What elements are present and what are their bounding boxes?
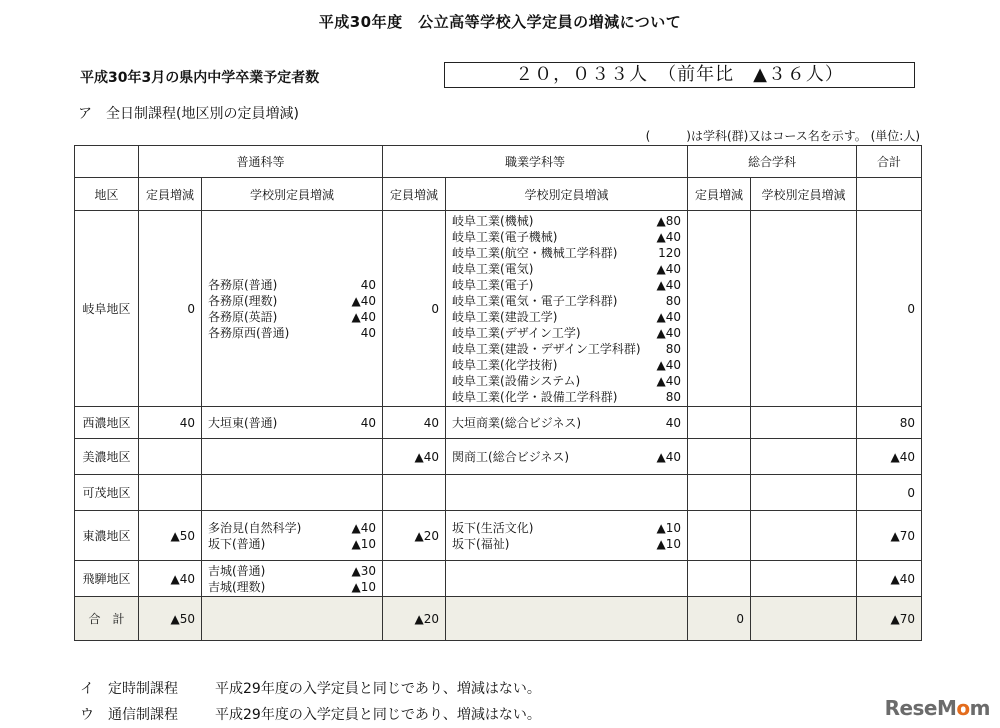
total-vocational-blank (446, 597, 688, 641)
section-i-label: イ 定時制課程 (80, 681, 178, 697)
general-schools-cell (202, 439, 383, 475)
school-item (452, 309, 681, 325)
school-value: 80 (665, 293, 682, 308)
graduates-value-box: ２０，０３３人 （前年比 ▲３６人） (444, 62, 915, 88)
comprehensive-schools-cell (751, 475, 857, 511)
general-change-cell: 0 (139, 211, 202, 407)
school-name: 岐阜工業(設備システム) (452, 373, 581, 388)
school-value: 40 (360, 325, 377, 340)
school-name: 吉城(普通) (208, 563, 266, 578)
school-value: ▲40 (656, 277, 682, 292)
total-label-cell: 合 計 (75, 597, 139, 641)
total-cell: 0 (857, 211, 922, 407)
school-name: 岐阜工業(電子) (452, 277, 534, 292)
school-value: ▲40 (656, 373, 682, 388)
school-item (452, 261, 681, 277)
general-change-cell: ▲40 (139, 561, 202, 597)
school-item (208, 277, 376, 293)
school-name: 岐阜工業(機械) (452, 213, 534, 228)
area-cell: 飛騨地区 (75, 561, 139, 597)
school-item (208, 579, 376, 595)
school-item (452, 449, 681, 465)
school-value: ▲40 (656, 309, 682, 324)
school-name: 岐阜工業(デザイン工学) (452, 325, 581, 340)
school-name: 岐阜工業(化学技術) (452, 357, 558, 372)
school-value: ▲40 (351, 309, 377, 324)
general-change-cell (139, 475, 202, 511)
capacity-table (74, 145, 922, 641)
header-total-blank (857, 178, 922, 211)
total-vocational-change: ▲20 (383, 597, 446, 641)
school-item (452, 415, 681, 431)
header-general-change: 定員増減 (139, 178, 202, 211)
group-header-row (75, 146, 922, 178)
general-schools-cell (202, 561, 383, 597)
total-cell: ▲70 (857, 511, 922, 561)
school-item (208, 520, 376, 536)
table-row (75, 407, 922, 439)
school-item (452, 357, 681, 373)
school-item (452, 293, 681, 309)
school-item (452, 325, 681, 341)
school-value: 40 (360, 415, 377, 430)
school-item (208, 563, 376, 579)
school-value: ▲80 (656, 213, 682, 228)
corner-cell (75, 146, 139, 178)
comprehensive-change-cell (688, 561, 751, 597)
school-name: 岐阜工業(化学・設備工学科群) (452, 389, 618, 404)
general-schools-cell (202, 407, 383, 439)
school-value: ▲10 (656, 520, 682, 535)
school-item (208, 293, 376, 309)
area-cell: 西濃地区 (75, 407, 139, 439)
school-name: 各務原(英語) (208, 309, 278, 324)
school-name: 関商工(総合ビジネス) (452, 449, 570, 464)
table-row (75, 211, 922, 407)
table-row (75, 439, 922, 475)
general-schools-cell (202, 511, 383, 561)
general-schools-cell (202, 211, 383, 407)
total-cell: ▲40 (857, 439, 922, 475)
school-name: 坂下(生活文化) (452, 520, 534, 535)
vocational-change-cell (383, 561, 446, 597)
total-comprehensive-blank (751, 597, 857, 641)
comprehensive-schools-cell (751, 511, 857, 561)
school-name: 各務原西(普通) (208, 325, 290, 340)
general-change-cell: ▲50 (139, 511, 202, 561)
table-row (75, 561, 922, 597)
school-item (452, 245, 681, 261)
header-general-schools: 学校別定員増減 (202, 178, 383, 211)
vocational-change-cell: 0 (383, 211, 446, 407)
area-cell: 可茂地区 (75, 475, 139, 511)
school-value: ▲40 (656, 261, 682, 276)
school-item (452, 277, 681, 293)
school-name: 吉城(理数) (208, 579, 266, 594)
header-comprehensive-schools: 学校別定員増減 (751, 178, 857, 211)
page-title: 平成30年度 公立高等学校入学定員の増減について (318, 13, 682, 31)
header-area: 地区 (75, 178, 139, 211)
header-vocational: 職業学科等 (383, 146, 688, 178)
comprehensive-schools-cell (751, 561, 857, 597)
vocational-schools-cell (446, 439, 688, 475)
school-item (208, 309, 376, 325)
school-item (452, 536, 681, 552)
school-value: 80 (665, 389, 682, 404)
comprehensive-change-cell (688, 407, 751, 439)
comprehensive-change-cell (688, 475, 751, 511)
school-value: 120 (658, 245, 682, 260)
total-general-blank (202, 597, 383, 641)
table-row (75, 475, 922, 511)
school-name: 岐阜工業(建設・デザイン工学科群) (452, 341, 641, 356)
school-name: 岐阜工業(電気) (452, 261, 534, 276)
school-value: ▲10 (351, 536, 377, 551)
school-value: ▲40 (351, 293, 377, 308)
section-u (80, 704, 541, 724)
school-value: ▲10 (656, 536, 682, 551)
school-value: ▲40 (351, 520, 377, 535)
total-general-change: ▲50 (139, 597, 202, 641)
section-i-text: 平成29年度の入学定員と同じであり、増減はない。 (215, 681, 541, 697)
total-cell: 80 (857, 407, 922, 439)
general-schools-cell (202, 475, 383, 511)
school-value: 40 (665, 415, 682, 430)
school-value: ▲40 (656, 357, 682, 372)
unit-note: ( )は学科(群)又はコース名を示す。 (単位:人) (645, 129, 920, 143)
section-u-text: 平成29年度の入学定員と同じであり、増減はない。 (215, 707, 541, 723)
school-item (208, 325, 376, 341)
vocational-change-cell: ▲40 (383, 439, 446, 475)
school-name: 坂下(福祉) (452, 536, 510, 551)
header-vocational-change: 定員増減 (383, 178, 446, 211)
area-cell: 岐阜地区 (75, 211, 139, 407)
school-value: ▲40 (656, 449, 682, 464)
area-cell: 東濃地区 (75, 511, 139, 561)
school-value: ▲40 (656, 229, 682, 244)
school-name: 岐阜工業(航空・機械工学科群) (452, 245, 618, 260)
header-comprehensive: 総合学科 (688, 146, 857, 178)
sub-header-row (75, 178, 922, 211)
area-cell: 美濃地区 (75, 439, 139, 475)
school-item (452, 341, 681, 357)
school-name: 各務原(普通) (208, 277, 278, 292)
school-name: 坂下(普通) (208, 536, 266, 551)
comprehensive-schools-cell (751, 439, 857, 475)
school-item (452, 229, 681, 245)
header-general: 普通科等 (139, 146, 383, 178)
school-name: 岐阜工業(電子機械) (452, 229, 558, 244)
vocational-change-cell: ▲20 (383, 511, 446, 561)
total-comprehensive-change: 0 (688, 597, 751, 641)
vocational-schools-cell (446, 211, 688, 407)
header-total: 合計 (857, 146, 922, 178)
school-value: ▲10 (351, 579, 377, 594)
school-name: 岐阜工業(電気・電子工学科群) (452, 293, 618, 308)
vocational-schools-cell (446, 407, 688, 439)
total-row (75, 597, 922, 641)
school-item (452, 373, 681, 389)
vocational-schools-cell (446, 511, 688, 561)
section-u-label: ウ 通信制課程 (80, 707, 178, 723)
graduates-label: 平成30年3月の県内中学卒業予定者数 (80, 70, 320, 86)
school-name: 各務原(理数) (208, 293, 278, 308)
table-row (75, 511, 922, 561)
school-name: 多治見(自然科学) (208, 520, 302, 535)
header-vocational-schools: 学校別定員増減 (446, 178, 688, 211)
school-item (208, 536, 376, 552)
school-item (452, 389, 681, 405)
vocational-change-cell (383, 475, 446, 511)
school-value: 40 (360, 277, 377, 292)
total-cell: 0 (857, 475, 922, 511)
school-name: 岐阜工業(建設工学) (452, 309, 558, 324)
school-value: ▲30 (351, 563, 377, 578)
comprehensive-schools-cell (751, 211, 857, 407)
school-item (208, 415, 376, 431)
general-change-cell (139, 439, 202, 475)
vocational-schools-cell (446, 475, 688, 511)
general-change-cell: 40 (139, 407, 202, 439)
vocational-schools-cell (446, 561, 688, 597)
school-name: 大垣商業(総合ビジネス) (452, 415, 582, 430)
comprehensive-change-cell (688, 439, 751, 475)
school-item (452, 213, 681, 229)
comprehensive-schools-cell (751, 407, 857, 439)
comprehensive-change-cell (688, 511, 751, 561)
school-name: 大垣東(普通) (208, 415, 278, 430)
comprehensive-change-cell (688, 211, 751, 407)
school-value: ▲40 (656, 325, 682, 340)
section-i (80, 678, 541, 698)
section-a-heading: ア 全日制課程(地区別の定員増減) (78, 106, 299, 122)
total-cell: ▲40 (857, 561, 922, 597)
school-value: 80 (665, 341, 682, 356)
total-grand: ▲70 (857, 597, 922, 641)
resemom-logo: ReseMom (884, 696, 990, 720)
header-comprehensive-change: 定員増減 (688, 178, 751, 211)
school-item (452, 520, 681, 536)
vocational-change-cell: 40 (383, 407, 446, 439)
